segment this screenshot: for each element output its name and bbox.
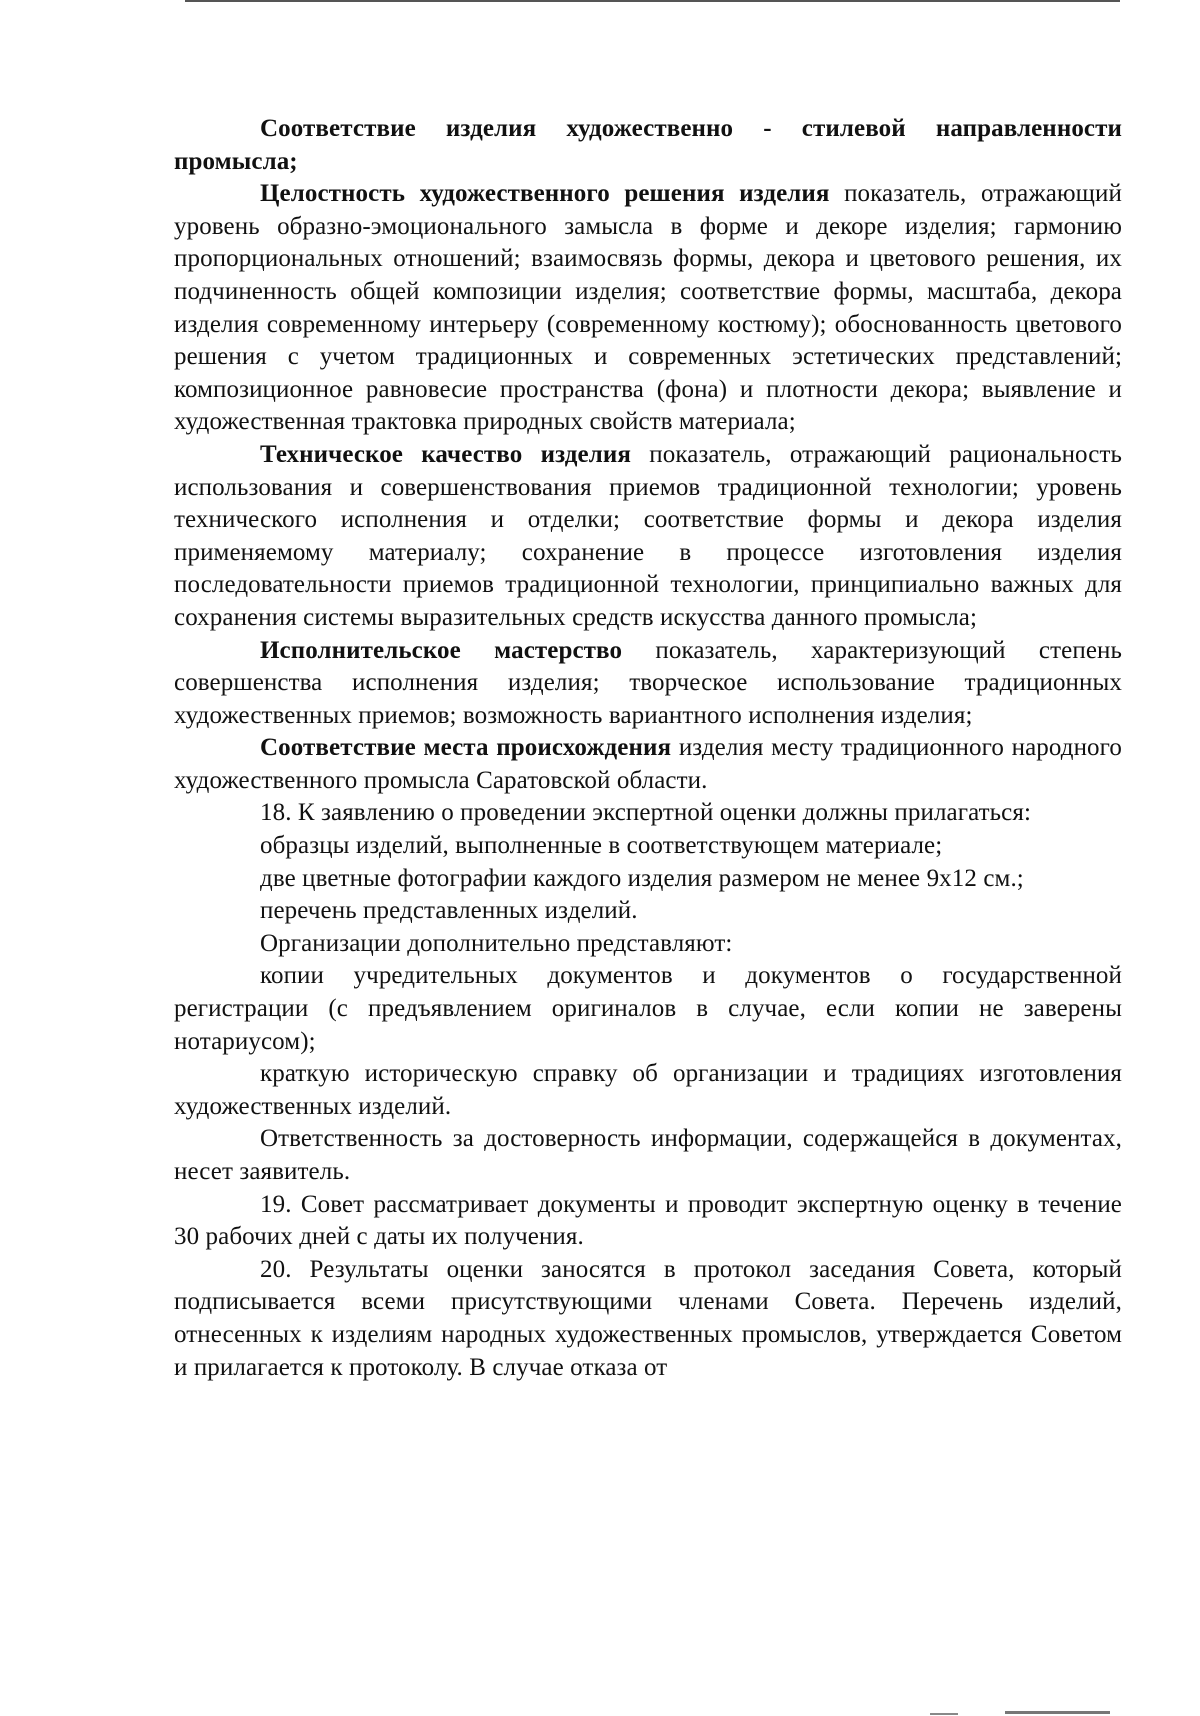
paragraph-text: перечень представленных изделий. bbox=[260, 897, 638, 925]
paragraph-bold-lead: Исполнительское мастерство bbox=[260, 636, 623, 664]
paragraph-text: 18. К заявлению о проведении экспертной оценки должны прилагаться: bbox=[260, 799, 1032, 827]
scan-edge-top bbox=[185, 0, 1120, 2]
document-body bbox=[174, 113, 1122, 1384]
paragraph-text: показатель, отражающий рациональность использования и совершенствования приемов традиционной технологии; уровень технического исполнения и отделки; соответствие формы и декора изделия применяемому материалу; сохранение в процессе изготовления изделия последовательности приемов традиционной технологии, принципиально важных для сохранения системы выразительных средств искусства данного промысла; bbox=[174, 440, 1123, 631]
paragraph-bold-lead: Соответствие места происхождения bbox=[260, 734, 672, 762]
paragraph-founding-documents bbox=[174, 960, 1122, 1058]
paragraph-text: образцы изделий, выполненные в соответствующем материале; bbox=[260, 832, 943, 860]
paragraph-text: 19. Совет рассматривает документы и проводит экспертную оценку в течение 30 рабочих дней с даты их получения. bbox=[174, 1190, 1122, 1251]
paragraph-technical-quality bbox=[174, 439, 1122, 635]
paragraph-history-note bbox=[174, 1058, 1122, 1123]
paragraph-item-19 bbox=[174, 1189, 1122, 1254]
paragraph-style-conformity bbox=[174, 113, 1122, 178]
paragraph-samples bbox=[174, 830, 1122, 863]
paragraph-text: Организации дополнительно представляют: bbox=[260, 929, 733, 957]
paragraph-responsibility bbox=[174, 1123, 1122, 1188]
paragraph-bold-lead: Соответствие изделия художественно - стилевой направленности промысла; bbox=[174, 115, 1122, 175]
scan-mark-bottom-left bbox=[930, 1713, 958, 1715]
paragraph-text: Ответственность за достоверность информации, содержащейся в документах, несет заявитель. bbox=[174, 1125, 1122, 1185]
paragraph-text: копии учредительных документов и документов о государственной регистрации (с предъявлением оригиналов в случае, если копии не заверены нотариусом); bbox=[174, 962, 1122, 1055]
paragraph-organizations bbox=[174, 928, 1122, 961]
paragraph-text: показатель, характеризующий степень совершенства исполнения изделия; творческое использование традиционных художественных приемов; возможность вариантного исполнения изделия; bbox=[174, 636, 1122, 729]
paragraph-item-20 bbox=[174, 1254, 1122, 1384]
paragraph-craftsmanship bbox=[174, 635, 1122, 733]
paragraph-text: две цветные фотографии каждого изделия размером не менее 9х12 см.; bbox=[260, 864, 1024, 892]
paragraph-text: показатель, отражающий уровень образно-эмоционального замысла в форме и декоре изделия; гармонию пропорциональных отношений; взаимосвязь формы, декора и цветового решения, их подчиненность общей композиции изделия; соответствие формы, масштаба, декора изделия современному интерьеру (современному костюму); обоснованность цветового решения с учетом традиционных и современных эстетических представлений; композиционное равновесие пространства (фона) и плотности декора; выявление и художественная трактовка природных свойств материала; bbox=[174, 180, 1122, 436]
paragraph-text: краткую историческую справку об организации и традициях изготовления художественных изделий. bbox=[174, 1060, 1122, 1120]
paragraph-text: 20. Результаты оценки заносятся в протокол заседания Совета, который подписывается всеми присутствующими членами Совета. Перечень изделий, отнесенных к изделиям народных художественных промыслов, утверждается Советом и прилагается к протоколу. В случае отказа от bbox=[174, 1255, 1122, 1381]
scan-mark-bottom-right bbox=[1005, 1711, 1110, 1714]
paragraph-bold-lead: Целостность художественного решения изделия bbox=[260, 180, 830, 208]
paragraph-place-of-origin bbox=[174, 732, 1122, 797]
paragraph-item-18 bbox=[174, 797, 1122, 830]
paragraph-artistic-integrity bbox=[174, 178, 1122, 439]
paragraph-text: изделия месту традиционного народного художественного промысла Саратовской области. bbox=[174, 734, 1122, 794]
paragraph-photos bbox=[174, 863, 1122, 896]
paragraph-item-list bbox=[174, 895, 1122, 928]
paragraph-bold-lead: Техническое качество изделия bbox=[260, 440, 632, 468]
